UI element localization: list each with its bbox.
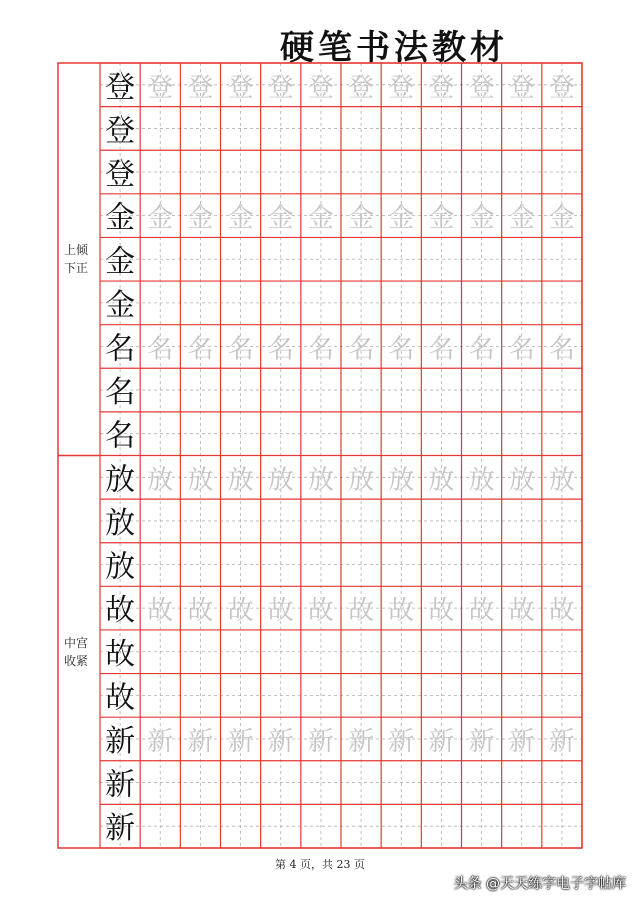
- trace-character: 放: [388, 465, 415, 496]
- trace-character: 故: [468, 596, 495, 627]
- trace-character: 登: [468, 72, 495, 103]
- model-character: 放: [105, 549, 136, 585]
- trace-character: 名: [307, 334, 334, 365]
- trace-character: 名: [187, 334, 214, 365]
- trace-character: 故: [267, 596, 294, 627]
- trace-character: 登: [348, 72, 375, 103]
- trace-character: 金: [147, 203, 174, 234]
- trace-character: 新: [227, 726, 254, 757]
- trace-character: 金: [468, 203, 495, 234]
- section-label-line: 下正: [63, 261, 88, 276]
- model-character: 名: [105, 331, 136, 367]
- trace-character: 名: [147, 334, 174, 365]
- trace-character: 新: [267, 726, 294, 757]
- trace-character: 名: [388, 334, 415, 365]
- trace-character: 新: [428, 726, 455, 757]
- trace-character: 金: [348, 203, 375, 234]
- trace-character: 登: [147, 72, 174, 103]
- section-label-line: 中宫: [63, 635, 88, 650]
- trace-character: 名: [468, 334, 495, 365]
- trace-character: 登: [307, 72, 334, 103]
- page-title: 硬笔书法教材: [280, 28, 508, 68]
- trace-character: 登: [548, 72, 575, 103]
- model-character: 故: [105, 680, 136, 716]
- trace-character: 新: [147, 726, 174, 757]
- trace-character: 新: [508, 726, 535, 757]
- trace-character: 放: [428, 465, 455, 496]
- trace-character: 故: [147, 596, 174, 627]
- trace-character: 登: [428, 72, 455, 103]
- model-character: 金: [105, 287, 136, 323]
- trace-character: 金: [428, 203, 455, 234]
- model-character: 登: [105, 69, 136, 105]
- model-character: 金: [105, 244, 136, 280]
- trace-character: 新: [468, 726, 495, 757]
- trace-character: 名: [508, 334, 535, 365]
- trace-character: 金: [227, 203, 254, 234]
- trace-character: 登: [187, 72, 214, 103]
- model-character: 登: [105, 157, 136, 193]
- section-label-bottom: [54, 634, 98, 670]
- trace-character: 故: [307, 596, 334, 627]
- trace-character: 名: [267, 334, 294, 365]
- model-character: 名: [105, 375, 136, 411]
- trace-character: 名: [428, 334, 455, 365]
- trace-character: 名: [227, 334, 254, 365]
- trace-character: 新: [388, 726, 415, 757]
- trace-character: 故: [548, 596, 575, 627]
- section-label-top: [54, 241, 98, 277]
- model-character: 放: [105, 505, 136, 541]
- model-character: 放: [105, 462, 136, 498]
- trace-character: 登: [388, 72, 415, 103]
- trace-character: 放: [227, 465, 254, 496]
- page-footer: 第 4 页，共 23 页: [275, 858, 365, 871]
- model-character: 新: [105, 723, 136, 759]
- trace-character: 放: [307, 465, 334, 496]
- model-character: 金: [105, 200, 136, 236]
- trace-character: 名: [348, 334, 375, 365]
- model-character: 故: [105, 593, 136, 629]
- trace-character: 金: [307, 203, 334, 234]
- trace-character: 放: [348, 465, 375, 496]
- trace-character: 故: [388, 596, 415, 627]
- trace-character: 故: [428, 596, 455, 627]
- trace-character: 金: [187, 203, 214, 234]
- trace-character: 放: [508, 465, 535, 496]
- trace-character: 放: [267, 465, 294, 496]
- section-label-line: 上倾: [63, 243, 88, 258]
- trace-character: 新: [307, 726, 334, 757]
- trace-character: 登: [227, 72, 254, 103]
- trace-character: 故: [227, 596, 254, 627]
- trace-character: 故: [508, 596, 535, 627]
- section-label-line: 收紧: [63, 653, 88, 668]
- trace-character: 金: [267, 203, 294, 234]
- trace-character: 新: [548, 726, 575, 757]
- watermark: 头条 @天天练字电子字帖库: [453, 876, 626, 892]
- trace-character: 新: [348, 726, 375, 757]
- model-character: 新: [105, 767, 136, 803]
- trace-character: 放: [187, 465, 214, 496]
- model-character: 故: [105, 636, 136, 672]
- trace-character: 放: [468, 465, 495, 496]
- trace-character: 故: [348, 596, 375, 627]
- trace-character: 登: [508, 72, 535, 103]
- trace-character: 放: [548, 465, 575, 496]
- trace-character: 放: [147, 465, 174, 496]
- trace-character: 登: [267, 72, 294, 103]
- trace-character: 金: [388, 203, 415, 234]
- model-character: 新: [105, 811, 136, 847]
- model-character: 名: [105, 418, 136, 454]
- model-character: 登: [105, 113, 136, 149]
- trace-character: 金: [548, 203, 575, 234]
- trace-character: 金: [508, 203, 535, 234]
- trace-character: 新: [187, 726, 214, 757]
- trace-character: 故: [187, 596, 214, 627]
- trace-character: 名: [548, 334, 575, 365]
